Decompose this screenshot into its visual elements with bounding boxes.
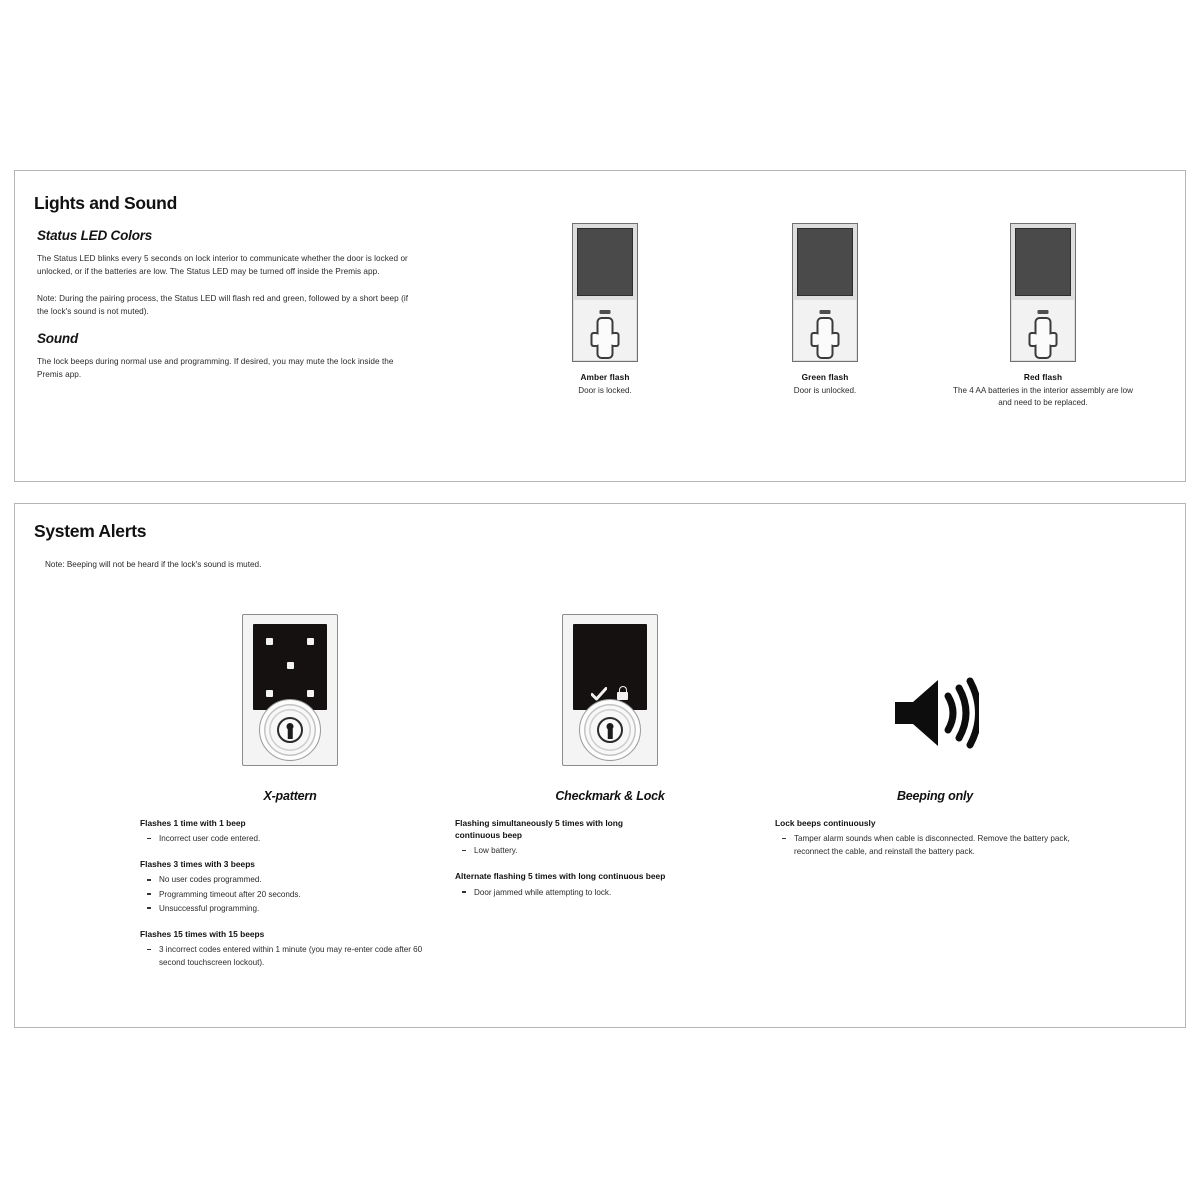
keyhole-icon [597, 717, 623, 743]
figure-red-flash [905, 223, 1181, 410]
alert-group-title: Flashes 3 times with 3 beeps [140, 859, 255, 870]
alert-item-list [775, 832, 1095, 858]
lock-lower-body [794, 300, 856, 360]
alert-figure [775, 614, 1095, 789]
alert-column-beeping-only [775, 614, 1095, 871]
figure-caption-text: The 4 AA batteries in the interior assembly are low and need to be replaced. [953, 385, 1133, 408]
thumbturn-icon [597, 317, 614, 359]
alert-column-x-pattern [140, 614, 440, 982]
alert-column-checkmark-and-lock [455, 614, 765, 912]
alert-group-title: Alternate flashing 5 times with long continuous beep [455, 871, 666, 882]
padlock-icon [617, 686, 628, 700]
status-led-indicator [820, 310, 831, 314]
keyhole-icon [277, 717, 303, 743]
x-pattern-dot-icon [307, 638, 314, 645]
sound-heading: Sound [37, 331, 78, 347]
figure-amber-flash [485, 223, 725, 397]
figure-caption-title: Green flash [801, 372, 849, 382]
touchscreen-keypad [573, 624, 647, 710]
alert-figure [140, 614, 440, 789]
sound-paragraph: The lock beeps during normal use and programming. If desired, you may mute the lock inside the Premis app. [37, 357, 394, 380]
alert-group-title: Flashes 15 times with 15 beeps [140, 928, 265, 939]
status-led-paragraph-2: Note: During the pairing process, the Status LED will flash red and green, followed by a short beep (if the lock's sound is not muted). [37, 293, 409, 316]
status-led-figure-row [15, 171, 1185, 481]
thumbturn-icon [817, 317, 834, 359]
alert-group [140, 858, 440, 915]
x-pattern-dot-icon [287, 662, 294, 669]
lock-lower-body [1012, 300, 1074, 360]
list-item: Programming timeout after 20 seconds. [140, 888, 440, 901]
figure-caption-text: Door is unlocked. [793, 385, 857, 395]
alert-item-list [140, 832, 440, 845]
lock-screen-panel [577, 228, 633, 296]
alert-group [775, 817, 1095, 858]
status-led-indicator [600, 310, 611, 314]
lock-screen-panel [1015, 228, 1071, 296]
touchscreen-keypad [253, 624, 327, 710]
lights-and-sound-panel [14, 170, 1186, 482]
key-cylinder [259, 699, 321, 761]
speaker-icon [891, 676, 979, 755]
page-title-system-alerts: System Alerts [34, 521, 147, 541]
alert-group [140, 928, 440, 969]
list-item: Tamper alarm sounds when cable is disconnected. Remove the battery pack, reconnect the cable, and reinstall the battery pack. [775, 832, 1095, 858]
alert-group-title: Flashes 1 time with 1 beep [140, 818, 246, 828]
alert-heading-checkmark-and-lock: Checkmark & Lock [555, 789, 665, 803]
list-item: No user codes programmed. [140, 873, 440, 886]
key-cylinder [579, 699, 641, 761]
lock-touchscreen-x-pattern-illustration [242, 614, 338, 766]
status-led-indicator [1038, 310, 1049, 314]
interior-lock-illustration [572, 223, 638, 362]
x-pattern-dot-icon [266, 690, 273, 697]
alert-group [455, 870, 765, 898]
alert-group [455, 817, 765, 857]
x-pattern-dot-icon [266, 638, 273, 645]
alert-item-list [140, 943, 440, 969]
alert-figure [455, 614, 765, 789]
lock-screen-panel [797, 228, 853, 296]
alert-item-list [140, 873, 440, 914]
alert-group-title: Lock beeps continuously [775, 818, 876, 828]
alert-heading-beeping-only: Beeping only [896, 789, 974, 803]
x-pattern-dot-icon [307, 690, 314, 697]
list-item: Door jammed while attempting to lock. [455, 886, 765, 899]
figure-caption-title: Amber flash [580, 372, 630, 382]
interior-lock-illustration [1010, 223, 1076, 362]
status-led-colors-heading: Status LED Colors [37, 228, 153, 243]
list-item: Incorrect user code entered. [140, 832, 440, 845]
lock-touchscreen-checkmark-lock-illustration [562, 614, 658, 766]
alert-item-list [455, 844, 765, 857]
system-alerts-note: Note: Beeping will not be heard if the lock's sound is muted. [45, 560, 262, 569]
page-title-lights-and-sound: Lights and Sound [34, 193, 177, 213]
alert-heading-x-pattern: X-pattern [263, 789, 317, 803]
list-item: Unsuccessful programming. [140, 902, 440, 915]
figure-caption-title: Red flash [1023, 372, 1063, 382]
figure-caption-text: Door is locked. [578, 385, 632, 395]
lock-lower-body [574, 300, 636, 360]
list-item: 3 incorrect codes entered within 1 minute (you may re-enter code after 60 second touchscreen lockout). [140, 943, 440, 969]
alert-item-list [455, 886, 765, 899]
status-led-paragraph-1: The Status LED blinks every 5 seconds on lock interior to communicate whether the door is locked or unlocked, or if the batteries are low. The Status LED may be turned off inside the Premis app. [37, 254, 408, 277]
interior-lock-illustration [792, 223, 858, 362]
thumbturn-icon [1035, 317, 1052, 359]
list-item: Low battery. [455, 844, 765, 857]
system-alerts-panel [14, 503, 1186, 1028]
alert-group-title: Flashing simultaneously 5 times with long continuous beep [455, 818, 623, 841]
alert-group [140, 817, 440, 845]
